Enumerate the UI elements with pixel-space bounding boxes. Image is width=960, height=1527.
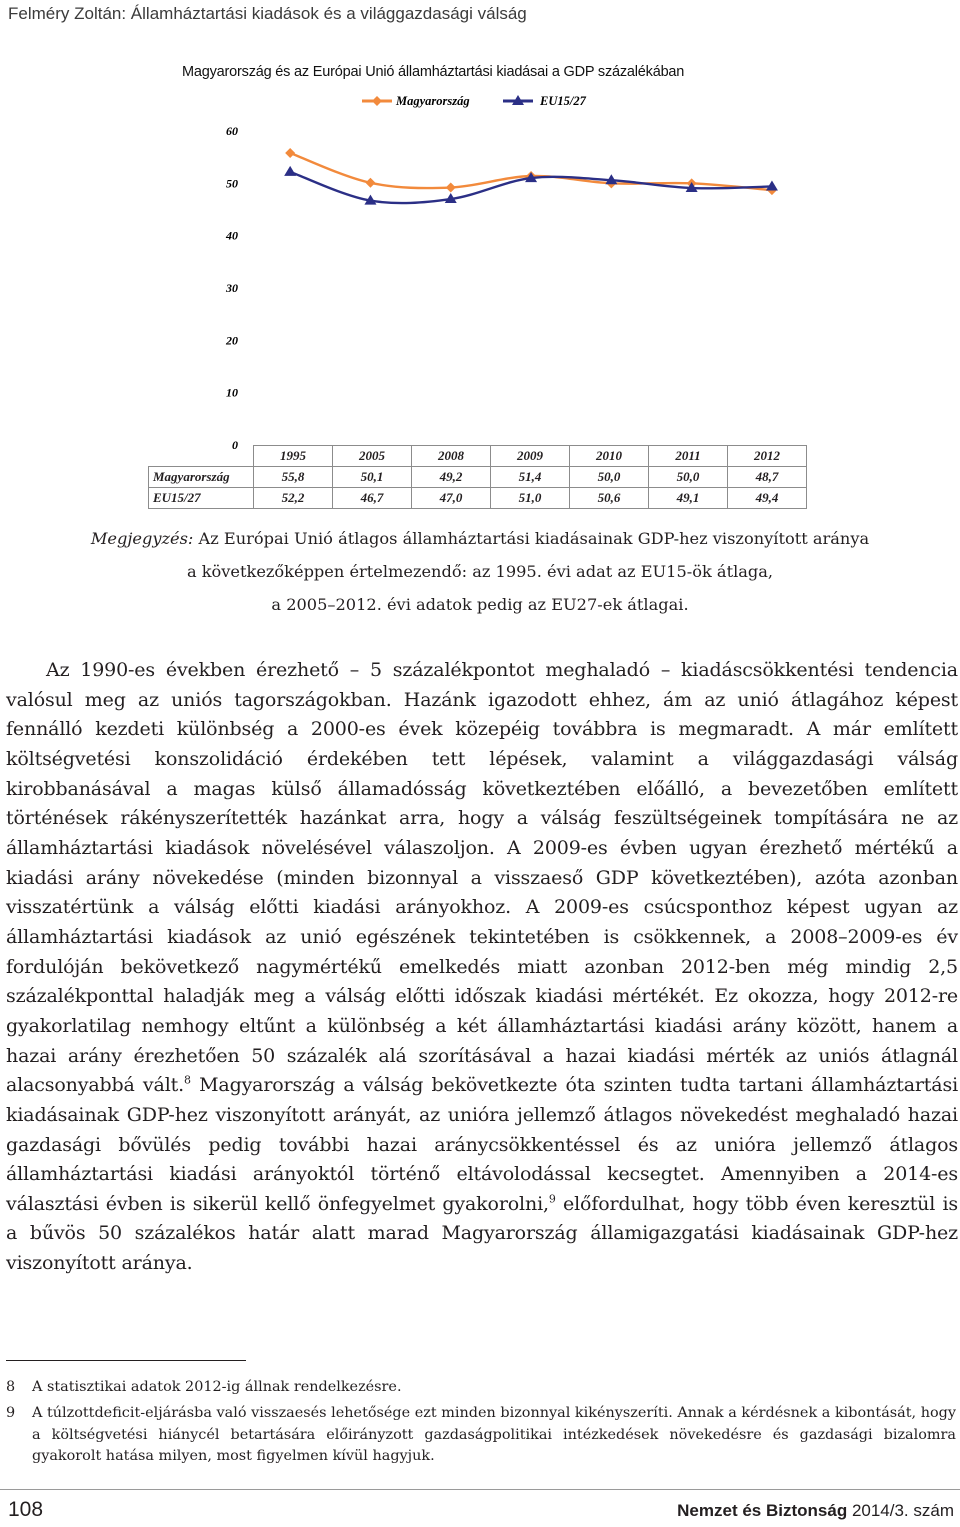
y-tick-label: 60 [226,124,238,138]
table-header-cell: 2008 [412,446,491,467]
table-row-label: EU15/27 [149,488,254,509]
footnote-number: 9 [6,1405,16,1421]
chart-note-line-3: a 2005–2012. évi adatok pedig az EU27-ek átlagai. [271,595,689,614]
footnote-9 [6,1403,956,1468]
y-tick-label: 40 [226,228,238,243]
table-cell: 50,0 [649,467,728,488]
data-point [284,166,296,176]
footnote-divider [6,1360,246,1361]
y-tick-label: 30 [226,281,238,295]
table-cell: 49,4 [728,488,807,509]
table-cell: 50,0 [570,467,649,488]
table-row-eu [149,488,807,509]
table-header-cell: 2010 [570,446,649,467]
table-cell: 50,6 [570,488,649,509]
chart-note-line-1 [0,526,960,552]
body-text-segment: előfordulhat, hogy több éven keresztül is a bűvös 50 százalékos határ alatt marad Magyarország államigazgatási kiadásainak GDP-hez viszonyított aránya. [6,1192,958,1275]
table-cell: 51,0 [491,488,570,509]
table-cell: 49,1 [649,488,728,509]
table-row-label: Magyarország [149,467,254,488]
table-cell: 52,2 [254,488,333,509]
footer-divider [0,1489,960,1490]
chart-note-label: Megjegyzés: [90,529,194,548]
journal-name: Nemzet és Biztonság [677,1501,848,1520]
y-tick-label: 20 [226,333,238,348]
legend-label: EU15/27 [540,94,586,108]
table-cell: 50,1 [333,467,412,488]
table-header-cell: 2011 [649,446,728,467]
y-tick-label: 50 [226,176,238,191]
line-chart [0,0,960,520]
table-cell: 48,7 [728,467,807,488]
legend-marker [372,96,382,106]
footnote-number: 8 [6,1379,16,1395]
body-text [6,656,958,1279]
footnote-ref-9[interactable]: 9 [548,1192,556,1206]
chart-note-line-2: a következőképpen értelmezendő: az 1995. évi adat az EU15-ök átlaga, [186,562,774,581]
table-header-cell: 2009 [491,446,570,467]
data-point [446,183,456,193]
table-cell: 51,4 [491,467,570,488]
page-number: 108 [8,1498,44,1521]
footnote-text: A statisztikai adatok 2012-ig állnak rendelkezésre. [32,1379,402,1395]
chart-data-table [148,445,807,509]
table-header-cell: 2012 [728,446,807,467]
footnote-8 [6,1377,956,1399]
footnote-ref-8[interactable]: 8 [184,1073,191,1087]
table-cell: 55,8 [254,467,333,488]
body-text-segment: Az 1990-es években érezhető – 5 százalékpontot meghaladó – kiadáscsökkentési tendencia valósul meg az uniós tagországokban. Hazánk igazodott ehhez, ám az unió átlagához képest fennálló kezdeti különbség a 2000-es évek közepéig továbbra is megmaradt. A már említett költségvetési konszolidáció érdekében tett lépések, valamint a világgazdasági válság kirobbanásával a magas külső államadósság következtében előálló, a bevezetőben említett történések rákényszerítették hazánkat arra, hogy a válság feszültségeinek tompítására ne az államháztartási kiadások növelésével válaszoljon. A 2009-es évben ugyan érezhető mértékű a kiadási arány növekedése (minden bizonnyal a visszaeső GDP következtében), azóta azonban visszatértünk a válság előtti kiadási arányokhoz. A 2009-es csúcsponthoz képest ugyan az államháztartási kiadások az unió egészének tekintetében is csökkennek, a 2008–2009-es év fordulóján bekövetkező nagymértékű emelkedés miatt azonban 2012-ben még mindig 2,5 százalékponttal haladják meg a válság előtti időszak kiadási mértékét. Ez okozza, hogy 2012-re gyakorlatilag nemhogy eltűnt a különbség a két államháztartási kiadási arány között, hanem a hazai arány érezhetően 50 százalék alá szorításával a hazai kiadási mérték az uniós átlagnál alacsonyabbá vált. [6,659,958,1097]
journal-footer [677,1501,954,1521]
table-header-cell: 1995 [254,446,333,467]
table-header-cell: 2005 [333,446,412,467]
table-cell: 49,2 [412,467,491,488]
table-header-row [149,446,807,467]
table-cell: 46,7 [333,488,412,509]
table-row-hungary [149,467,807,488]
data-point [285,148,295,158]
data-point [365,178,375,188]
table-cell: 47,0 [412,488,491,509]
body-paragraph [6,656,958,1279]
journal-issue: 2014/3. szám [851,1501,954,1520]
y-tick-label: 10 [226,385,238,400]
legend-label: Magyarország [396,94,470,108]
chart-note-text: Az Európai Unió átlagos államháztartási kiadásainak GDP-hez viszonyított aránya [198,529,870,548]
footnote-text: A túlzottdeficit-eljárásba való visszaesés lehetősége ezt minden bizonnyal kikényszeríti. Annak a kérdésnek a kibontását, hogy a költségvetési hiánycél betartására előirányzott gazdaságpolitikai intézkedések növekedésre és gazdasági bizalomra gyakorolt hatása milyen, most figyelmen kívül hagyjuk. [32,1405,956,1464]
chart-title: Magyarország és az Európai Unió államháztartási kiadásai a GDP százalékában [182,64,685,80]
running-head: Felméry Zoltán: Államháztartási kiadások és a világgazdasági válság [8,4,527,23]
body-text-segment: Magyarország a válság bekövetkezte óta szinten tudta tartani államháztartási kiadásainak GDP-hez viszonyított arányát, az unióra jellemző átlagos növekedést meghaladó hazai gazdasági bővülés pedig további hazai aránycsökkentéssel és az unióra jellemző átlagos államháztartási kiadási arányoktól történő eltávolodással kecsegtet. Amennyiben a 2014-es választási évben is sikerül kellő önfegyelmet gyakorolni, [6,1074,958,1215]
table-corner-cell [149,446,254,467]
y-tick-label: 0 [232,438,238,452]
